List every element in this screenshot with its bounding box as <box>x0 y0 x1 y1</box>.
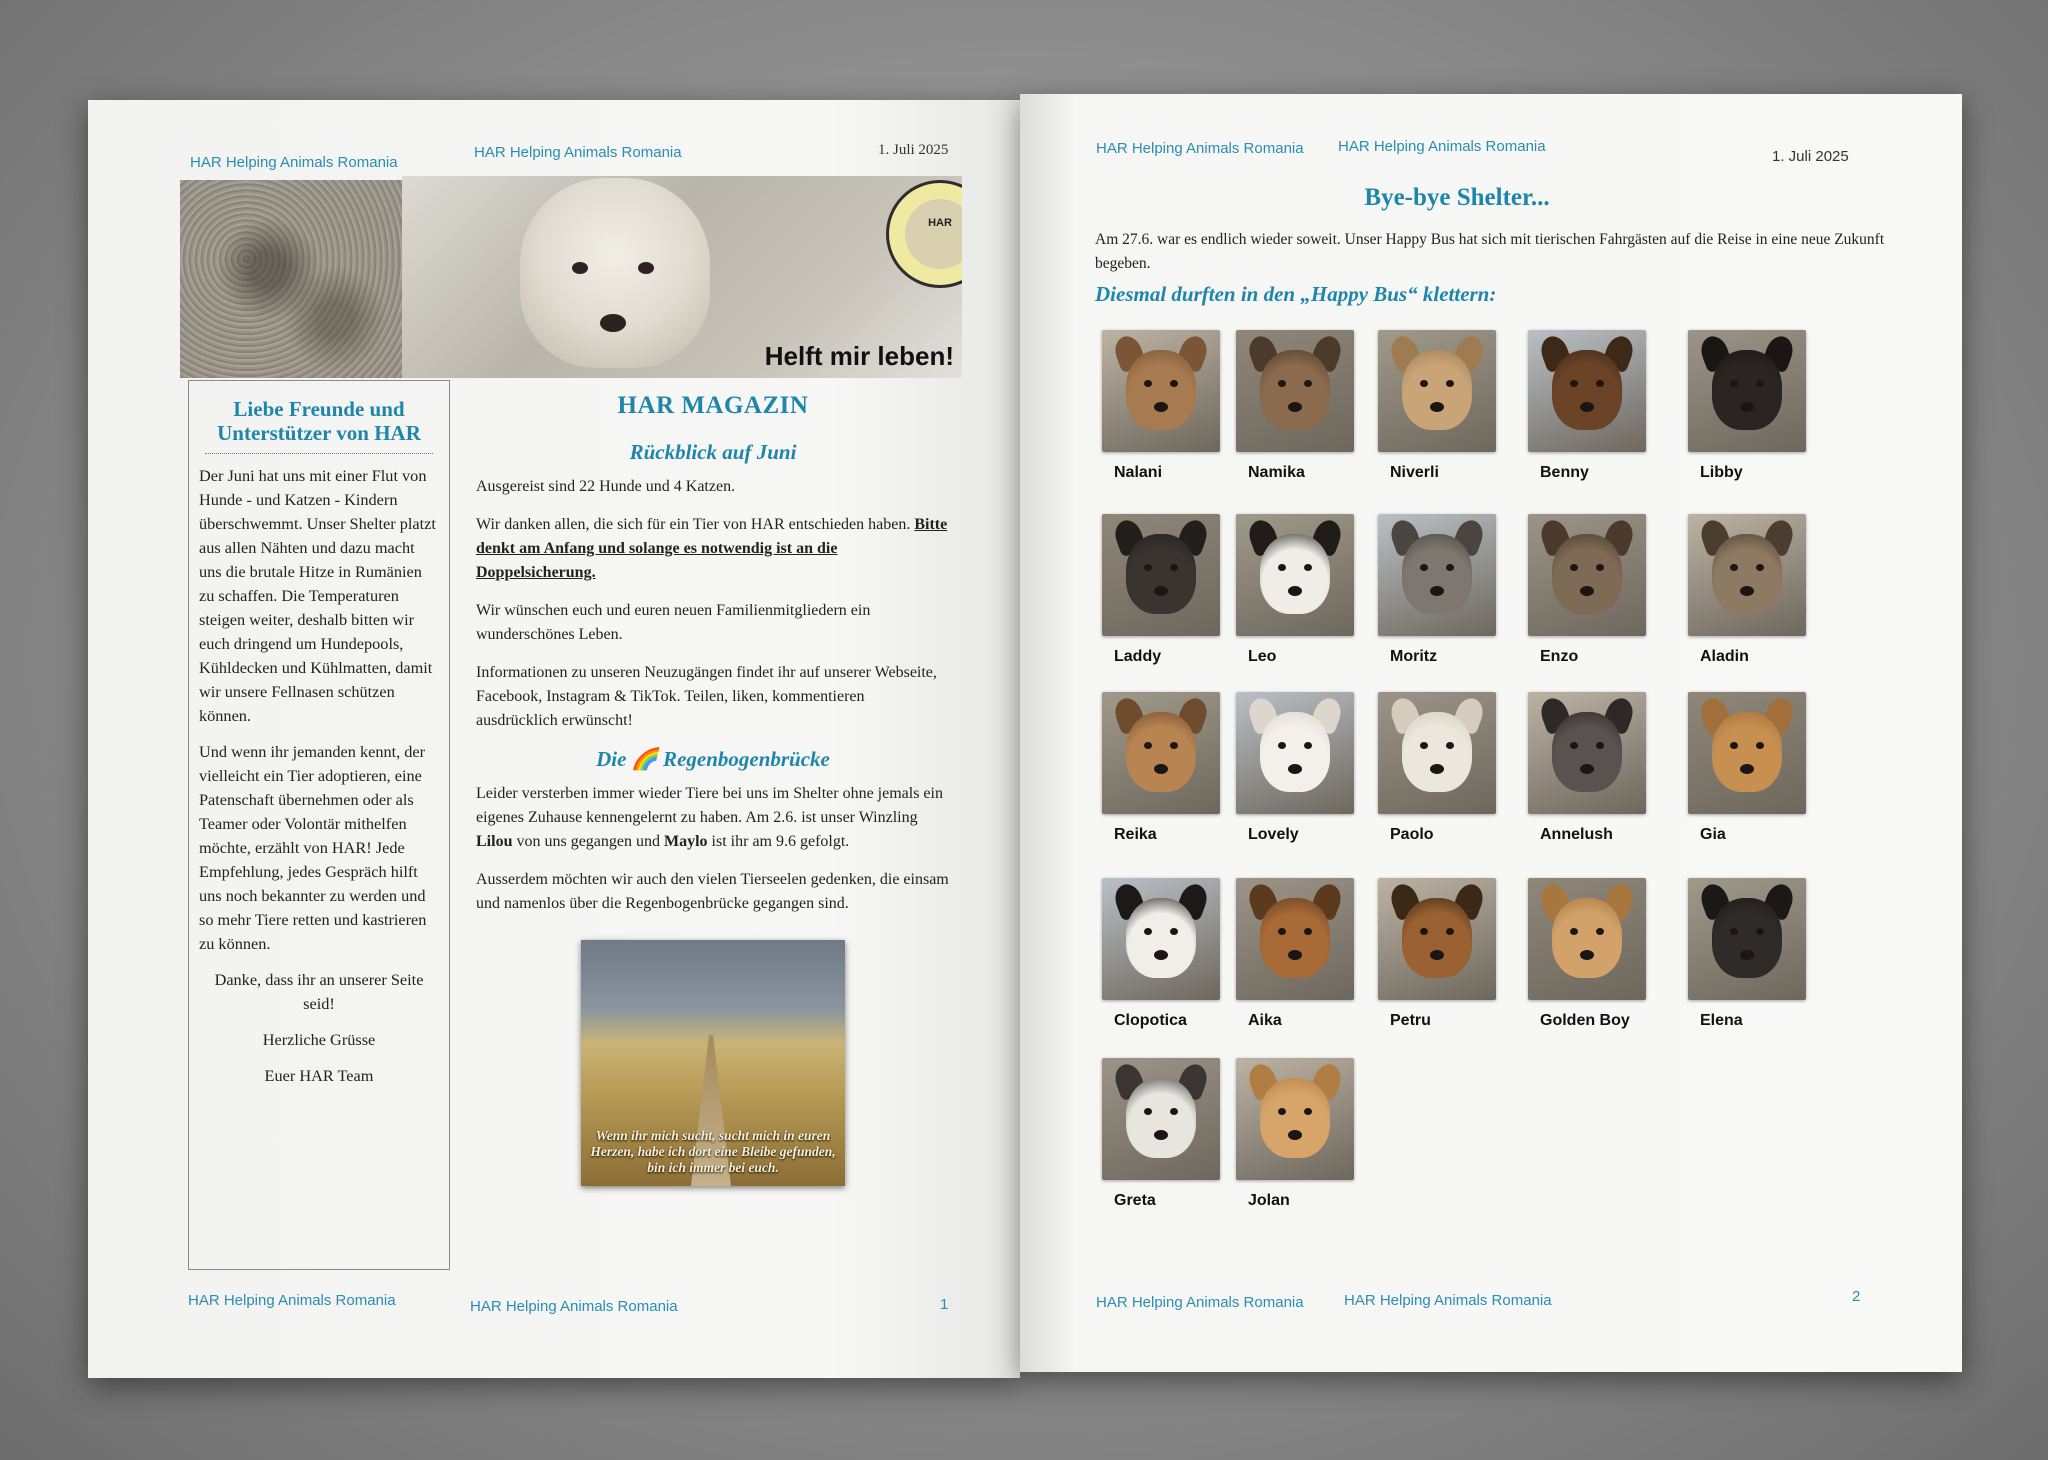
banner-slogan: Helft mir leben! <box>764 341 954 371</box>
shelter-title: Bye-bye Shelter... <box>1364 184 1550 211</box>
dog-photo <box>1236 330 1354 452</box>
dog-card <box>1528 878 1668 1038</box>
dog-name: Libby <box>1700 464 1743 481</box>
dog-name: Enzo <box>1540 648 1579 665</box>
dog-eye <box>1278 564 1286 571</box>
dog-eye <box>1170 564 1178 571</box>
magazine-title: HAR MAGAZIN <box>617 392 809 419</box>
dog-photo <box>1102 692 1220 814</box>
review-paragraph: Informationen zu unseren Neuzugängen findet ihr auf unserer Webseite, Facebook, Instagram & TikTok. Teilen, liken, kommentieren ausdrücklich erwünscht! <box>476 664 937 729</box>
dog-nose <box>1580 402 1594 412</box>
dog-head <box>1712 712 1782 792</box>
shelter-intro: Am 27.6. war es endlich wieder soweit. Unser Happy Bus hat sich mit tierischen Fahrgästen auf die Reise in eine neue Zukunft begeben. <box>1095 231 1885 272</box>
dog-photo <box>1102 514 1220 636</box>
dog-eye <box>1570 380 1578 387</box>
dog-eye <box>1596 380 1604 387</box>
dog-eye <box>1446 380 1454 387</box>
dog-nose <box>1154 950 1168 960</box>
dog-nose <box>1430 764 1444 774</box>
dog-head <box>1552 350 1622 430</box>
section-title-review: Rückblick auf Juni <box>629 440 797 464</box>
dog-eye <box>1170 1108 1178 1115</box>
dog-nose <box>1288 1130 1302 1140</box>
dog-head <box>1712 350 1782 430</box>
dog-eye <box>1596 564 1604 571</box>
dog-eye <box>1756 380 1764 387</box>
dog-eye <box>1144 1108 1152 1115</box>
dog-card <box>1528 692 1668 852</box>
left-footer-1: HAR Helping Animals Romania <box>188 1292 396 1309</box>
dog-eye <box>1756 564 1764 571</box>
dog-eye <box>1570 742 1578 749</box>
dog-card <box>1102 878 1242 1038</box>
logo-text: HAR <box>928 217 952 229</box>
dog-nose <box>1288 764 1302 774</box>
right-header-1: HAR Helping Animals Romania <box>1096 140 1304 157</box>
dog-eye <box>1144 564 1152 571</box>
dog-nose <box>1288 586 1302 596</box>
dog-photo <box>1528 692 1646 814</box>
section-title-rainbow: Die 🌈 Regenbogenbrücke <box>596 747 830 771</box>
dog-head <box>1126 898 1196 978</box>
dog-photo <box>1102 878 1220 1000</box>
memorial-quote: Wenn ihr mich sucht, sucht mich in euren Herzen, habe ich dort eine Bleibe gefunden, bin ich immer bei euch. <box>590 1128 836 1175</box>
dog-photo <box>1688 330 1806 452</box>
dog-name: Clopotica <box>1114 1012 1187 1029</box>
left-header-1: HAR Helping Animals Romania <box>190 154 398 171</box>
dog-eye <box>1170 928 1178 935</box>
dog-eye <box>1730 380 1738 387</box>
dog-head <box>1260 534 1330 614</box>
sidebar-paragraph: Der Juni hat uns mit einer Flut von Hunde - und Katzen - Kindern überschwemmt. Unser Shelter platzt aus allen Nähten und dazu macht uns die brutale Hitze in Rumänien zu schaffen. Die Temperaturen steigen weiter, deshalb bitten wir euch dringend um Hundepools, Kühldecken und Kühlmatten, damit wir unsere Fellnasen schützen können. <box>199 466 436 725</box>
dog-head <box>1402 534 1472 614</box>
dog-card <box>1688 330 1828 490</box>
dog-card <box>1236 514 1376 674</box>
left-page-number: 1 <box>940 1296 949 1313</box>
dog-nose <box>1288 402 1302 412</box>
dog-name: Jolan <box>1248 1192 1290 1209</box>
dog-head <box>1126 534 1196 614</box>
puppy-illustration <box>520 178 710 368</box>
dog-card <box>1688 692 1828 852</box>
dog-photo <box>1102 1058 1220 1180</box>
dog-eye <box>1420 742 1428 749</box>
pet-name: Lilou <box>476 833 513 850</box>
sidebar-signature: Euer HAR Team <box>264 1066 374 1085</box>
dog-eye <box>1756 928 1764 935</box>
dog-card <box>1528 330 1668 490</box>
dog-nose <box>1430 586 1444 596</box>
dog-eye <box>1446 742 1454 749</box>
dog-eye <box>1144 742 1152 749</box>
dog-photo <box>1528 514 1646 636</box>
dog-card <box>1378 692 1518 852</box>
dog-photo <box>1688 514 1806 636</box>
dog-name: Reika <box>1114 826 1157 843</box>
dog-eye <box>1304 1108 1312 1115</box>
dog-head <box>1126 712 1196 792</box>
dog-card <box>1378 514 1518 674</box>
dog-nose <box>1740 586 1754 596</box>
dog-eye <box>1730 742 1738 749</box>
dog-photo <box>1378 692 1496 814</box>
dog-photo <box>1236 514 1354 636</box>
memorial-image <box>581 940 845 1186</box>
review-paragraph <box>476 513 950 585</box>
dog-name: Niverli <box>1390 464 1439 481</box>
dog-nose <box>1154 764 1168 774</box>
dog-eye <box>1420 564 1428 571</box>
dog-card <box>1102 1058 1242 1218</box>
puppy-eye <box>572 262 588 274</box>
dog-name: Petru <box>1390 1012 1431 1029</box>
dog-head <box>1552 898 1622 978</box>
dog-name: Leo <box>1248 648 1277 665</box>
left-date: 1. Juli 2025 <box>878 142 949 158</box>
dog-head <box>1712 534 1782 614</box>
dog-card <box>1688 514 1828 674</box>
dog-eye <box>1446 928 1454 935</box>
dog-photo <box>1528 330 1646 452</box>
sidebar-paragraph: Und wenn ihr jemanden kennt, der vielleicht ein Tier adoptieren, eine Patenschaft übernehmen oder als Teamer oder Volontär mithelfen möchte, erzählt von HAR! Jede Empfehlung, jedes Gespräch hilft uns noch bekannter zu werden und so mehr Tiere retten und kastrieren zu können. <box>199 742 427 953</box>
dog-card <box>1102 514 1242 674</box>
dog-eye <box>1144 380 1152 387</box>
dog-nose <box>1740 764 1754 774</box>
dog-photo <box>1236 692 1354 814</box>
dog-photo <box>1378 878 1496 1000</box>
pet-name: Maylo <box>664 833 708 850</box>
dog-head <box>1260 898 1330 978</box>
rainbow-text: Leider versterben immer wieder Tiere bei uns im Shelter ohne jemals ein eigenes Zuhause kennengelernt zu haben. Am 2.6. ist unser Winzling <box>476 785 943 826</box>
dog-nose <box>1580 586 1594 596</box>
dog-head <box>1260 350 1330 430</box>
dog-photo <box>1378 330 1496 452</box>
dog-eye <box>1278 380 1286 387</box>
dog-name: Nalani <box>1114 464 1163 481</box>
right-footer-1: HAR Helping Animals Romania <box>1096 1294 1304 1311</box>
dog-eye <box>1144 928 1152 935</box>
dog-head <box>1402 350 1472 430</box>
rainbow-paragraph: Ausserdem möchten wir auch den vielen Tierseelen gedenken, die einsam und namenlos über die Regenbogenbrücke gegangen sind. <box>476 871 949 912</box>
review-paragraph: Wir wünschen euch und euren neuen Familienmitgliedern ein wunderschönes Leben. <box>476 602 871 643</box>
dog-card <box>1236 878 1376 1038</box>
rainbow-paragraph <box>476 782 950 854</box>
dog-nose <box>1154 1130 1168 1140</box>
banner-image <box>180 168 962 378</box>
dog-photo <box>1528 878 1646 1000</box>
sidebar-thanks: Danke, dass ihr an unserer Seite seid! <box>214 970 424 1013</box>
sidebar-title: Liebe Freunde und Unterstützer von HAR <box>217 397 421 445</box>
dog-name: Paolo <box>1390 826 1434 843</box>
dog-card <box>1688 878 1828 1038</box>
dog-head <box>1126 350 1196 430</box>
sidebar-divider <box>205 453 433 454</box>
dog-card <box>1102 692 1242 852</box>
dog-name: Annelush <box>1540 826 1613 843</box>
dog-nose <box>1580 950 1594 960</box>
dog-eye <box>1730 928 1738 935</box>
dog-eye <box>1756 742 1764 749</box>
review-text: Wir danken allen, die sich für ein Tier von HAR entschieden haben. <box>476 516 915 533</box>
right-header-2: HAR Helping Animals Romania <box>1338 138 1546 155</box>
dog-card <box>1528 514 1668 674</box>
left-header-2: HAR Helping Animals Romania <box>474 144 682 161</box>
dog-eye <box>1420 380 1428 387</box>
dog-head <box>1552 534 1622 614</box>
dog-eye <box>1304 742 1312 749</box>
dog-nose <box>1430 402 1444 412</box>
dog-head <box>1126 1078 1196 1158</box>
dog-eye <box>1278 928 1286 935</box>
dog-eye <box>1170 742 1178 749</box>
safety-notice: Bitte denkt am Anfang und solange es notwendig ist an die Doppelsicherung. <box>476 516 948 581</box>
right-date: 1. Juli 2025 <box>1772 148 1849 165</box>
dog-name: Lovely <box>1248 826 1299 843</box>
dog-nose <box>1430 950 1444 960</box>
dog-nose <box>1580 764 1594 774</box>
dog-photo <box>1688 692 1806 814</box>
right-footer-2: HAR Helping Animals Romania <box>1344 1292 1552 1309</box>
dog-name: Elena <box>1700 1012 1743 1029</box>
dog-eye <box>1596 928 1604 935</box>
dog-head <box>1260 1078 1330 1158</box>
logo-seal <box>905 199 962 269</box>
dog-photo <box>1236 878 1354 1000</box>
dog-card <box>1236 692 1376 852</box>
dog-nose <box>1740 950 1754 960</box>
dog-card <box>1102 330 1242 490</box>
dog-eye <box>1304 928 1312 935</box>
dog-nose <box>1154 402 1168 412</box>
dog-eye <box>1446 564 1454 571</box>
dog-head <box>1552 712 1622 792</box>
dog-name: Laddy <box>1114 648 1162 665</box>
dog-eye <box>1570 928 1578 935</box>
dog-name: Benny <box>1540 464 1589 481</box>
sidebar-greeting: Herzliche Grüsse <box>262 1030 376 1049</box>
right-page-number: 2 <box>1852 1288 1861 1305</box>
dog-card <box>1378 330 1518 490</box>
dog-nose <box>1154 586 1168 596</box>
dog-name: Aika <box>1248 1012 1282 1029</box>
rainbow-text: ist ihr am 9.6 gefolgt. <box>707 833 850 850</box>
dog-head <box>1260 712 1330 792</box>
dog-name: Aladin <box>1700 648 1749 665</box>
dog-head <box>1402 712 1472 792</box>
dog-eye <box>1570 564 1578 571</box>
puppy-nose <box>600 314 626 332</box>
left-footer-2: HAR Helping Animals Romania <box>470 1298 678 1315</box>
dog-photo <box>1378 514 1496 636</box>
dog-card <box>1236 1058 1376 1218</box>
dog-eye <box>1170 380 1178 387</box>
dog-eye <box>1278 1108 1286 1115</box>
dog-nose <box>1288 950 1302 960</box>
left-page <box>88 100 1020 1378</box>
dog-name: Greta <box>1114 1192 1156 1209</box>
dog-eye <box>1596 742 1604 749</box>
dog-name: Gia <box>1700 826 1726 843</box>
happy-bus-subtitle: Diesmal durften in den „Happy Bus“ klettern: <box>1095 282 1497 306</box>
dog-eye <box>1278 742 1286 749</box>
dog-card <box>1236 330 1376 490</box>
dog-name: Namika <box>1248 464 1305 481</box>
dog-photo <box>1102 330 1220 452</box>
magazine-column <box>476 392 950 1186</box>
dog-eye <box>1304 380 1312 387</box>
rainbow-text: von uns gegangen und <box>512 833 664 850</box>
dog-eye <box>1730 564 1738 571</box>
dog-photo <box>1688 878 1806 1000</box>
dog-head <box>1712 898 1782 978</box>
paw-print-shadow <box>180 180 402 378</box>
dog-name: Moritz <box>1390 648 1438 665</box>
dog-eye <box>1420 928 1428 935</box>
review-paragraph: Ausgereist sind 22 Hunde und 4 Katzen. <box>476 478 736 495</box>
dog-eye <box>1304 564 1312 571</box>
dog-nose <box>1740 402 1754 412</box>
dog-card <box>1378 878 1518 1038</box>
dog-head <box>1402 898 1472 978</box>
welcome-sidebar <box>188 380 450 1270</box>
dog-photo <box>1236 1058 1354 1180</box>
puppy-eye <box>638 262 654 274</box>
dog-name: Golden Boy <box>1540 1012 1630 1029</box>
